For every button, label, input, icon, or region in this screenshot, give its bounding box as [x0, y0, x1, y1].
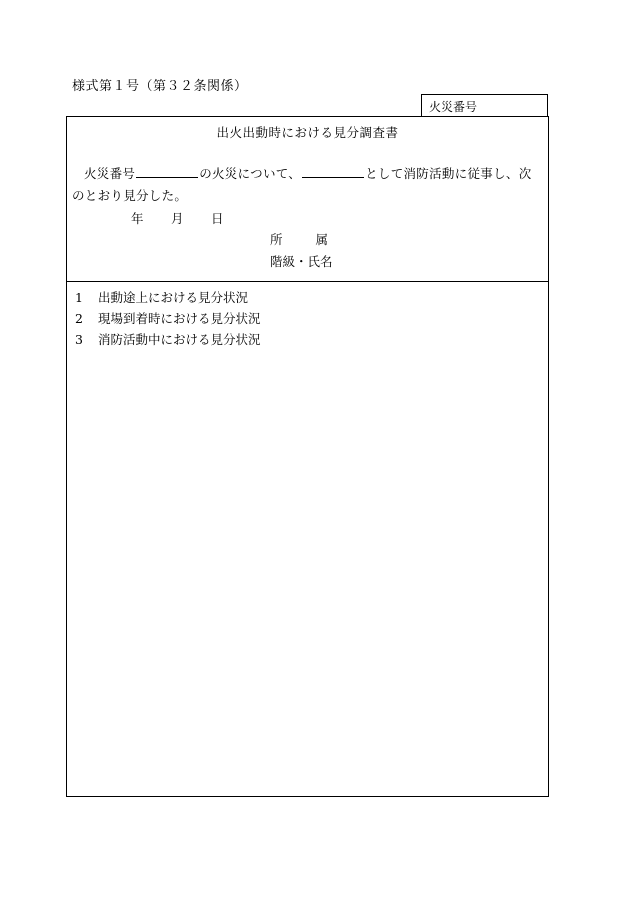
- affiliation-label-b: 属: [315, 232, 329, 247]
- item-number: 2: [75, 311, 83, 326]
- statement-fire-text: の火災について、: [199, 166, 302, 181]
- statement-duty-text: として消防活動に従事し、次: [365, 166, 532, 181]
- list-item: [75, 329, 261, 350]
- report-statement: [72, 163, 545, 207]
- item-number: 1: [75, 290, 83, 305]
- date-year-label: 年: [131, 211, 144, 226]
- section-divider: [67, 281, 548, 282]
- form-caption: 様式第１号（第３２条関係）: [72, 79, 248, 94]
- item-text: 現場到着時における見分状況: [98, 311, 261, 326]
- item-text: 消防活動中における見分状況: [98, 332, 261, 347]
- item-number: 3: [75, 332, 83, 347]
- affiliation-label: [270, 230, 328, 248]
- item-text: 出動途上における見分状況: [98, 290, 249, 305]
- list-item: [75, 287, 261, 308]
- fire-number-box[interactable]: [421, 94, 548, 116]
- observation-items: [75, 287, 261, 350]
- statement-line-2: のとおり見分した。: [72, 188, 188, 203]
- date-month-label: 月: [171, 211, 184, 226]
- rank-name-label: 階級・氏名: [270, 254, 333, 269]
- date-line: [131, 209, 224, 227]
- list-item: [75, 308, 261, 329]
- fire-number-blank[interactable]: [136, 165, 198, 178]
- date-day-label: 日: [211, 211, 224, 226]
- fire-number-label: 火災番号: [429, 100, 478, 114]
- statement-fire-number-text: 火災番号: [84, 166, 136, 181]
- inspection-report-frame: [66, 116, 549, 797]
- document-title: 出火出動時における見分調査書: [216, 125, 399, 140]
- statement-line-1: [72, 163, 545, 185]
- affiliation-label-a: 所: [270, 232, 283, 247]
- role-blank[interactable]: [302, 165, 364, 178]
